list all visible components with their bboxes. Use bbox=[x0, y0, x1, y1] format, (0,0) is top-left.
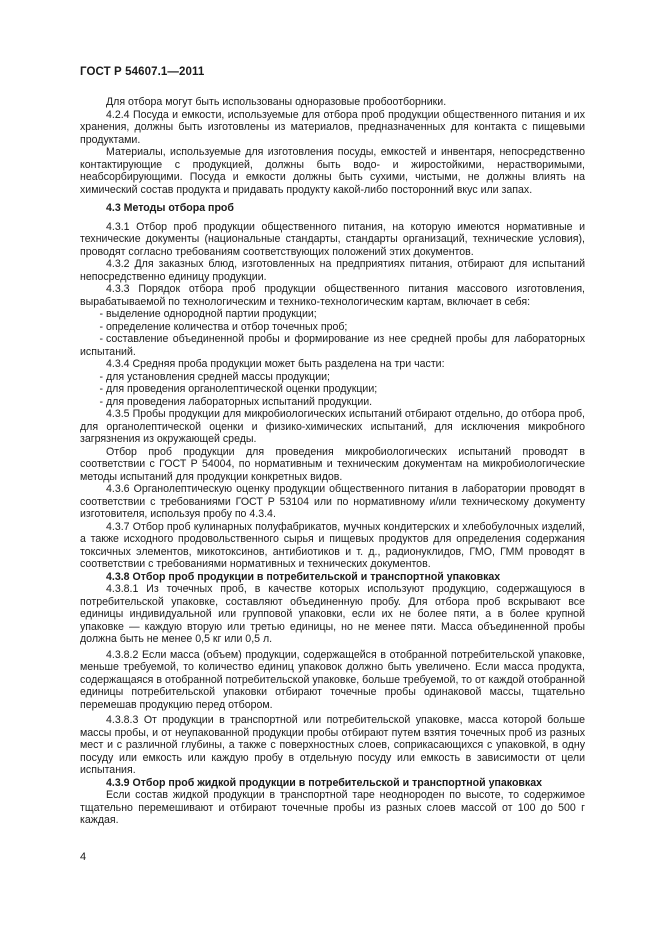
paragraph-4-3-2: 4.3.2 Для заказных блюд, изготовленных на предприятиях питания, отбирают для испытаний непосредственно единицу продукции. bbox=[80, 258, 585, 283]
section-heading-4-3-9: 4.3.9 Отбор проб жидкой продукции в потребительской и транспортной упаковках bbox=[106, 776, 543, 789]
paragraph-4-3-7: 4.3.7 Отбор проб кулинарных полуфабрикатов, мучных кондитерских и хлебобулочных изделий, а также исходного продовольственного сырья и пищевых продуктов для определения содержания токсичных элементов, микотоксинов, антибиотиков и т. д., радионуклидов, ГМО, ГММ проводят в соответствии с требованиями нормативных и технических документов. bbox=[80, 520, 585, 570]
paragraph-4-3-1: 4.3.1 Отбор проб продукции общественного питания, на которую имеются нормативные и технические документы (национальные стандарты, стандарты организаций, технические условия), проводят согласно требованиям соответствующих положений этих документов. bbox=[80, 220, 585, 258]
paragraph-4-3-8-2: 4.3.8.2 Если масса (объем) продукции, содержащейся в отобранной потребительской упаковке, меньше требуемой, то количество единиц упаковок должно быть увеличено. Если масса продукта, содержащаяся в отобранной потребительской упаковке, больше требуемой, то от каждой отобранной единицы потребительской упаковки отбирают точечные пробы одинаковой массы, тщательно перемешав продукцию перед отбором. bbox=[80, 648, 585, 711]
document-body bbox=[80, 96, 585, 827]
section-heading-4-3-8: 4.3.8 Отбор проб продукции в потребительской и транспортной упаковках bbox=[106, 570, 501, 583]
list-item: - для установления средней массы продукции; bbox=[99, 370, 330, 383]
paragraph-4-2-4: 4.2.4 Посуда и емкости, используемые для отбора проб продукции общественного питания и их хранения, должны быть изготовлены из материалов, предназначенных для контакта с пищевыми продуктами. bbox=[80, 108, 585, 146]
paragraph: Материалы, используемые для изготовления посуды, емкостей и инвентаря, непосредственно контактирующие с продукцией, должны быть водо- и жиростойкими, нерастворимыми, неабсорбирующими. Посуда и емкости должны быть сухими, чистыми, не должны влиять на химический состав продукта и придавать продукту какой-либо посторонний вкус или запах. bbox=[80, 146, 585, 196]
list-item: - составление объединенной пробы и формирование из нее средней пробы для лабораторных испытаний. bbox=[80, 333, 585, 358]
paragraph: Отбор проб продукции для проведения микробиологических испытаний проводят в соответствии с ГОСТ Р 54004, по нормативным и техническим документам на микробиологические методы испытаний для продукции конкретных видов. bbox=[80, 445, 585, 483]
section-heading-4-3: 4.3 Методы отбора проб bbox=[106, 202, 234, 214]
list-item: - определение количества и отбор точечных проб; bbox=[99, 320, 348, 333]
list-item: - для проведения лабораторных испытаний продукции. bbox=[99, 395, 373, 408]
paragraph: Если состав жидкой продукции в транспортной таре неоднороден по высоте, то содержимое тщательно перемешивают и отбирают точечные пробы из разных слоев массой от 100 до 500 г каждая. bbox=[80, 789, 585, 826]
list-item: - выделение однородной партии продукции; bbox=[99, 308, 317, 320]
page-number: 4 bbox=[80, 851, 87, 863]
paragraph-4-3-4: 4.3.4 Средняя проба продукции может быть разделена на три части: bbox=[106, 358, 445, 370]
paragraph-4-3-6: 4.3.6 Органолептическую оценку продукции общественного питания в лаборатории проводят в соответствии с требованиями ГОСТ Р 53104 или по нормативному и/или техническому документу изготовителя, используя пробу по 4.3.4. bbox=[80, 483, 585, 520]
paragraph-4-3-8-3: 4.3.8.3 От продукции в транспортной или потребительской упаковке, масса которой больше массы пробы, и от неупакованной продукции пробы отбирают путем взятия точечных проб из разных мест и с различной глубины, а также с поверхностных слоев, соприкасающихся с упаковкой, в одну посуду или емкость или каждую пробу в отдельную посуду или емкость в зависимости от цели испытания. bbox=[80, 714, 585, 776]
document-header: ГОСТ Р 54607.1—2011 bbox=[80, 66, 205, 78]
paragraph-4-3-5: 4.3.5 Пробы продукции для микробиологических испытаний отбирают отдельно, до отбора проб, для органолептической оценки и физико-химических испытаний, для исключения микробного загрязнения из окружающей среды. bbox=[80, 408, 585, 445]
paragraph-4-3-8-1: 4.3.8.1 Из точечных проб, в качестве которых используют продукцию, содержащуюся в потребительской упаковке, составляют объединенную пробу. Для отбора проб вскрывают все единицы индивидуальной или групповой упаковки, если их не более пяти, а в более крупной упаковке — каждую вторую или третью единицы, но не менее пяти. Масса объединенной пробы должна быть не менее 0,5 кг или 0,5 л. bbox=[80, 583, 585, 645]
list-item: - для проведения органолептической оценки продукции; bbox=[99, 383, 378, 395]
paragraph: Для отбора могут быть использованы одноразовые пробоотборники. bbox=[106, 96, 447, 108]
paragraph-4-3-3: 4.3.3 Порядок отбора проб продукции общественного питания массового изготовления, вырабатываемой по технологическим и технико-технологическим картам, включает в себя: bbox=[80, 283, 585, 308]
